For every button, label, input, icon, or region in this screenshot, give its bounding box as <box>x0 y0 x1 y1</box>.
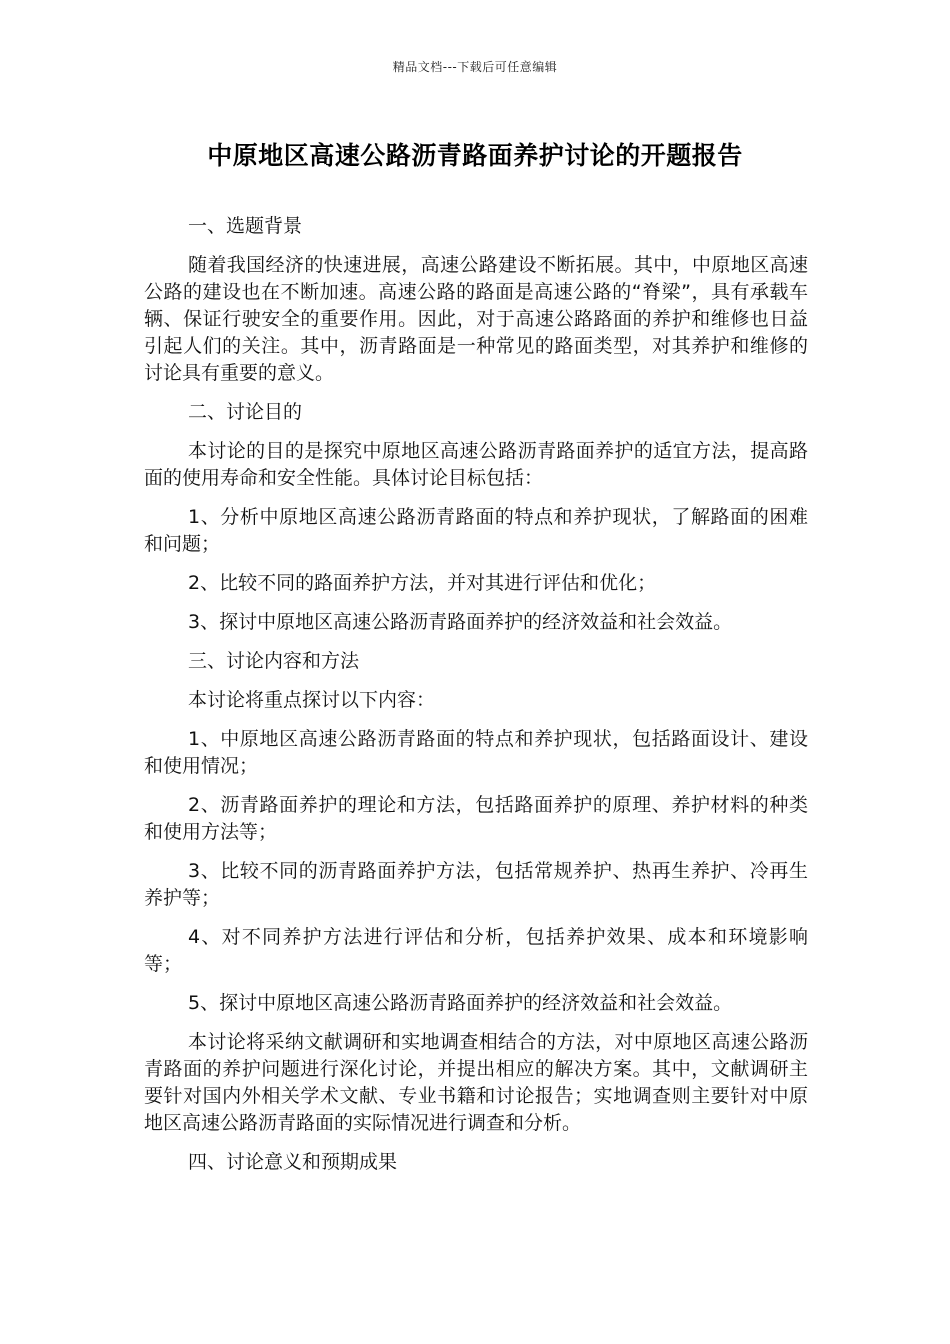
list-item-content-2: 2、沥青路面养护的理论和方法，包括路面养护的原理、养护材料的种类和使用方法等； <box>144 794 808 843</box>
header-note: 精品文档---下载后可任意编辑 <box>392 60 558 74</box>
section-heading-significance: 四、讨论意义和预期成果 <box>188 1151 398 1173</box>
section-heading-content-method: 三、讨论内容和方法 <box>188 650 360 672</box>
list-item-purpose-3: 3、探讨中原地区高速公路沥青路面养护的经济效益和社会效益。 <box>188 611 733 633</box>
list-item-purpose-2: 2、比较不同的路面养护方法，并对其进行评估和优化； <box>188 572 657 594</box>
paragraph-purpose: 本讨论的目的是探究中原地区高速公路沥青路面养护的适宜方法，提高路面的使用寿命和安全性能。具体讨论目标包括： <box>144 440 808 489</box>
paragraph-background: 随着我国经济的快速进展，高速公路建设不断拓展。其中，中原地区高速公路的建设也在不断加速。高速公路的路面是高速公路的“脊梁”，具有承载车辆、保证行驶安全的重要作用。因此，对于高速公路路面的养护和维修也日益引起人们的关注。其中，沥青路面是一种常见的路面类型，对其养护和维修的讨论具有重要的意义。 <box>144 254 808 384</box>
list-item-purpose-1: 1、分析中原地区高速公路沥青路面的特点和养护现状，了解路面的困难和问题； <box>144 506 808 555</box>
paragraph-method: 本讨论将采纳文献调研和实地调查相结合的方法，对中原地区高速公路沥青路面的养护问题进行深化讨论，并提出相应的解决方案。其中，文献调研主要针对国内外相关学术文献、专业书籍和讨论报告；实地调查则主要针对中原地区高速公路沥青路面的实际情况进行调查和分析。 <box>144 1031 808 1134</box>
list-item-content-4: 4、对不同养护方法进行评估和分析，包括养护效果、成本和环境影响等； <box>144 926 808 975</box>
document-title: 中原地区高速公路沥青路面养护讨论的开题报告 <box>207 141 743 170</box>
list-item-content-5: 5、探讨中原地区高速公路沥青路面养护的经济效益和社会效益。 <box>188 992 733 1014</box>
document-body <box>144 213 808 1188</box>
list-item-content-3: 3、比较不同的沥青路面养护方法，包括常规养护、热再生养护、冷再生养护等； <box>144 860 808 909</box>
list-item-content-1: 1、中原地区高速公路沥青路面的特点和养护现状，包括路面设计、建设和使用情况； <box>144 728 808 777</box>
section-heading-background: 一、选题背景 <box>188 215 303 237</box>
paragraph-content-intro: 本讨论将重点探讨以下内容： <box>188 689 436 711</box>
section-heading-purpose: 二、讨论目的 <box>188 401 303 423</box>
